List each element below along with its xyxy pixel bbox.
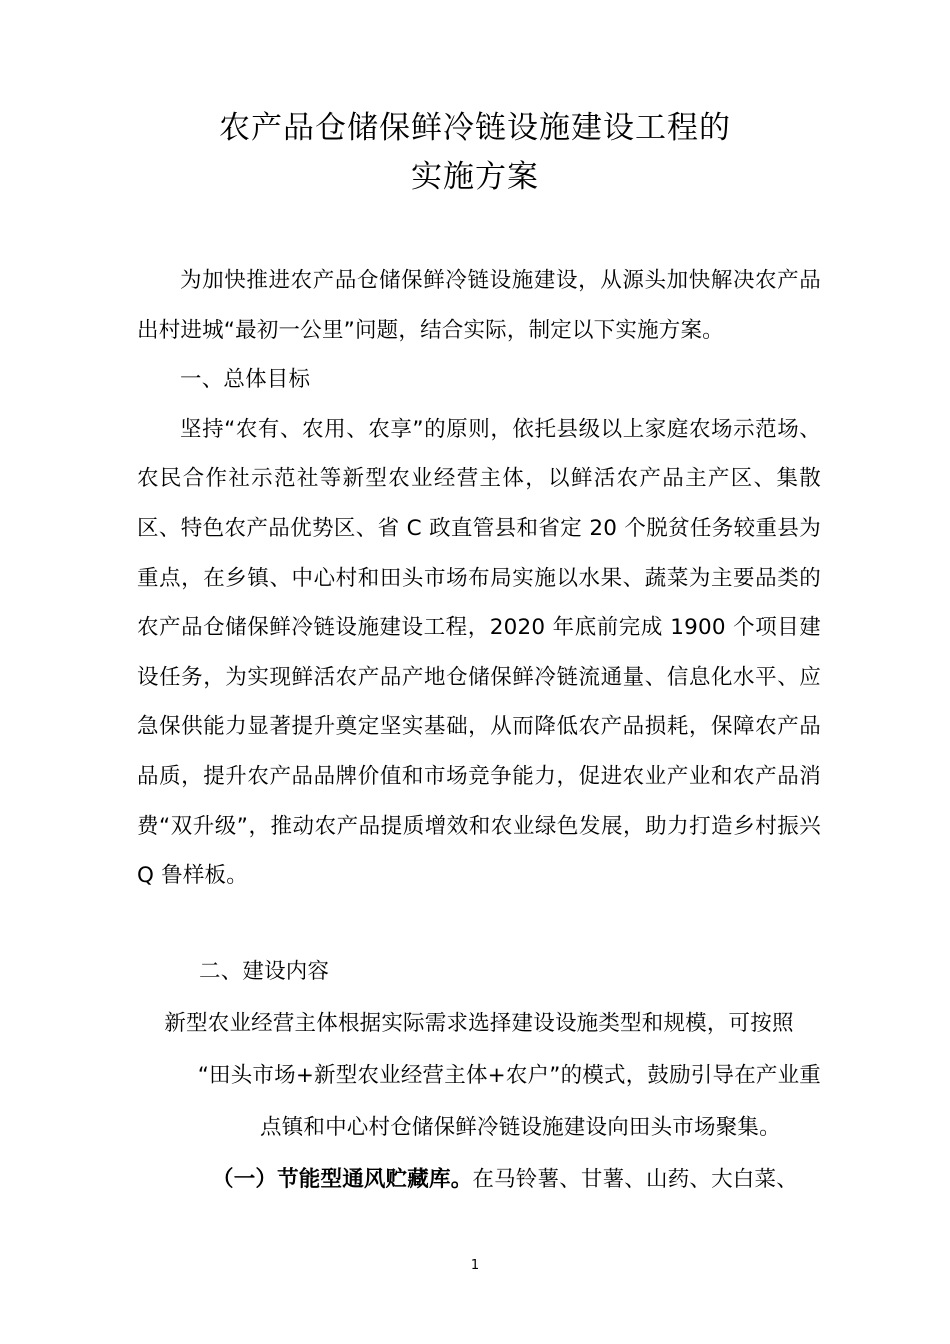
subsection-text: 在马铃薯、甘薯、山药、大白菜、 [472, 1167, 798, 1192]
construction-text-line-3: 点镇和中心村仓储保鲜冷链设施建设向田头市场聚集。 [260, 1115, 781, 1140]
overall-goal-paragraph: 坚持“农有、农用、农享”的原则，依托县级以上家庭农场示范场、农民合作社示范社等新型农业经营主体，以鲜活农产品主产区、集散区、特色农产品优势区、省 C 政直管县和省定 20 个脱贫任务较重县为重点，在乡镇、中心村和田头市场布局实施以水果、蔬菜为主要品类的农产品仓储保鲜冷链设施建设工程，2020 年底前完成 1900 个项目建设任务，为实现鲜活农产品产地仓储保鲜冷链流通量、信息化水平、应急保供能力显著提升奠定坚实基础，从而降低农产品损耗，保障农产品品质，提升农产品品牌价值和市场竞争能力，促进农业产业和农产品消费“双升级”，推动农产品提质增效和农业绿色发展，助力打造乡村振兴 Q 鲁样板。 [137, 416, 821, 889]
construction-text-line-1: 新型农业经营主体根据实际需求选择建设设施类型和规模，可按照 [164, 1011, 794, 1036]
construction-text-line-2: “田头市场+新型农业经营主体+农户”的模式，鼓励引导在产业重 [197, 1063, 821, 1088]
document-title-line-2: 实施方案 [411, 159, 539, 195]
intro-paragraph: 为加快推进农产品仓储保鲜冷链设施建设，从源头加快解决农产品出村进城“最初一公里”问题，结合实际，制定以下实施方案。 [137, 268, 821, 343]
document-title-line-1: 农产品仓储保鲜冷链设施建设工程的 [219, 110, 731, 146]
body-section [137, 256, 821, 901]
section-heading-construction-content: 二、建设内容 [199, 959, 330, 984]
page-number: 1 [470, 1258, 480, 1273]
subsection-label: （一）节能型通风贮藏库。 [212, 1167, 473, 1192]
section-heading-overall-goal: 一、总体目标 [180, 367, 311, 393]
construction-section [137, 946, 821, 1206]
subsection-ventilated-storage [137, 1154, 821, 1206]
